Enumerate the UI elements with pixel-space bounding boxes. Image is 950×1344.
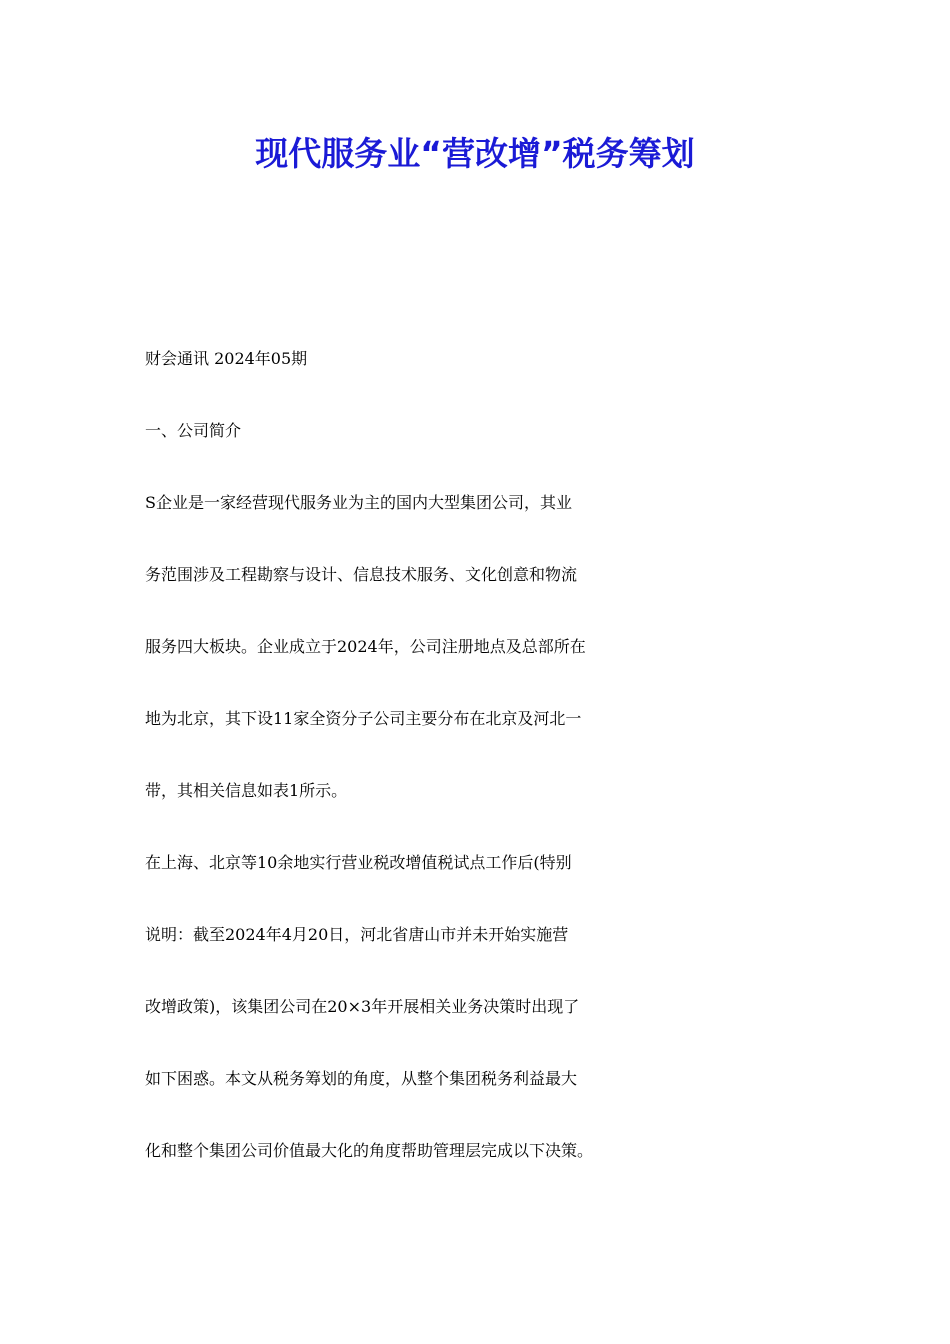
paragraph-line: 带，其相关信息如表1所示。 [145,781,348,800]
paragraph-2 [145,837,810,1197]
paragraph-line: 服务四大板块。企业成立于2024年，公司注册地点及总部所在 [145,637,586,656]
paragraph-line: 务范围涉及工程勘察与设计、信息技术服务、文化创意和物流 [145,565,578,584]
paragraph-line: 在上海、北京等10余地实行营业税改增值税试点工作后(特别 [145,853,572,872]
document-body [145,333,810,1197]
paragraph-line: 如下困惑。本文从税务筹划的角度，从整个集团税务利益最大 [145,1069,578,1088]
paragraph-line: 说明：截至2024年4月20日，河北省唐山市并未开始实施营 [145,925,569,944]
section-heading: 一、公司简介 [145,421,242,440]
paragraph-line: 改增政策)，该集团公司在20×3年开展相关业务决策时出现了 [145,997,580,1016]
paragraph-line: S企业是一家经营现代服务业为主的国内大型集团公司，其业 [145,493,572,512]
paragraph-line: 地为北京，其下设11家全资分子公司主要分布在北京及河北一 [145,709,582,728]
paragraph-1 [145,477,810,837]
source-line: 财会通讯 2024年05期 [145,349,308,368]
document-title: 现代服务业“营改增”税务筹划 [255,134,695,173]
paragraph-line: 化和整个集团公司价值最大化的角度帮助管理层完成以下决策。 [145,1141,594,1160]
